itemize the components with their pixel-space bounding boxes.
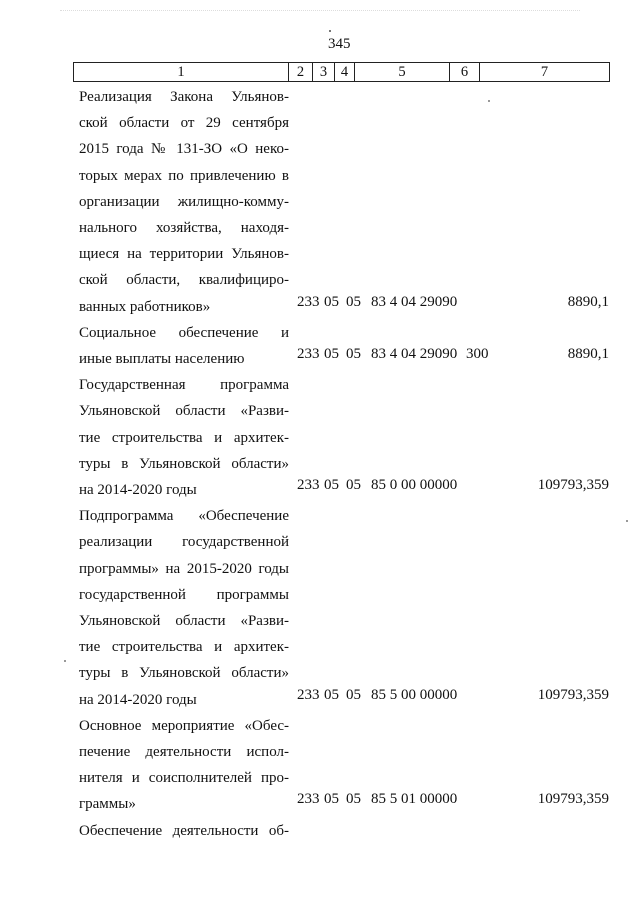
scan-mark (64, 660, 66, 662)
code-admin: 233 (297, 476, 320, 493)
row-description: Обеспечение деятельности об- (79, 822, 289, 839)
column-header: 7 (480, 63, 610, 82)
code-section: 05 (324, 476, 339, 493)
amount: 8890,1 (567, 293, 609, 310)
row-description: Реализация Закона Ульянов- ской области от 29 сентября 2015 года № 131-ЗО «О неко- торых мерах по привлечению в организации жилищно-комму- нального хозяйства, находя- щиеся на территории Ульянов- ской области, квалифициро- ванных работников» (79, 89, 289, 315)
scan-artifact (60, 10, 580, 14)
amount: 109793,359 (537, 476, 609, 493)
amount: 109793,359 (537, 686, 609, 703)
code-section: 05 (324, 345, 339, 362)
code-subsection: 05 (346, 293, 361, 310)
row-description: Социальное обеспечение и иные выплаты населению (79, 324, 289, 367)
row-description: Государственная программа Ульяновской области «Разви- тие строительства и архитек- туры в Ульяновской области» на 2014-2020 годы (79, 377, 289, 498)
column-header-row (73, 62, 610, 82)
column-header: 5 (355, 63, 450, 82)
column-header: 2 (289, 63, 313, 82)
row-description: Основное мероприятие «Обес- печение деятельности испол- нителя и соисполнителей про- граммы» (79, 717, 289, 813)
code-section: 05 (324, 791, 339, 808)
amount: 109793,359 (537, 791, 609, 808)
column-header: 4 (335, 63, 355, 82)
code-admin: 233 (297, 345, 320, 362)
code-target: 83 4 04 29090 (371, 345, 458, 362)
code-subsection: 05 (346, 791, 361, 808)
column-header: 1 (74, 63, 289, 82)
code-expense-type: 300 (466, 345, 489, 362)
column-header: 6 (450, 63, 480, 82)
scan-mark (626, 520, 628, 522)
code-target: 85 0 00 00000 (371, 476, 458, 493)
amount: 8890,1 (567, 345, 609, 362)
code-section: 05 (324, 686, 339, 703)
page-number: 345 (328, 36, 351, 52)
code-subsection: 05 (346, 476, 361, 493)
code-target: 85 5 00 00000 (371, 686, 458, 703)
code-admin: 233 (297, 293, 320, 310)
code-subsection: 05 (346, 345, 361, 362)
code-admin: 233 (297, 791, 320, 808)
code-subsection: 05 (346, 686, 361, 703)
code-target: 83 4 04 29090 (371, 293, 458, 310)
column-header: 3 (313, 63, 335, 82)
code-target: 85 5 01 00000 (371, 791, 458, 808)
code-section: 05 (324, 293, 339, 310)
code-admin: 233 (297, 686, 320, 703)
scan-mark (329, 30, 331, 32)
scan-mark (488, 100, 490, 102)
row-description: Подпрограмма «Обеспечение реализации государственной программы» на 2015-2020 годы государственной программы Ульяновской области «Разви- тие строительства и архитек- туры в Ульяновской области» на 2014-2020 годы (79, 508, 289, 708)
